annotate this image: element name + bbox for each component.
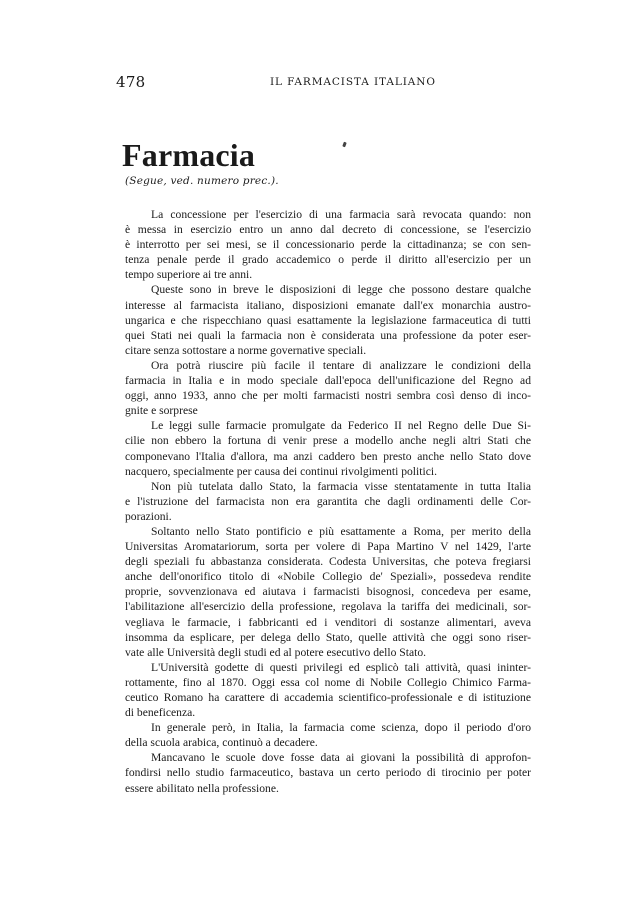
text-line: vate alle Università degli studi ed al potere esecutivo dello Stato.: [125, 645, 427, 659]
text-line: farmacia in Italia e in modo speciale dall'epoca dell'unificazione del Regno ad: [125, 374, 531, 388]
text-line: vegliava le farmacie, i fabbricanti ed i venditori di sostanze alimentari, aveva: [125, 615, 531, 629]
text-line: Ora potrà riuscire più facile il tentare di analizzare le condizioni della: [151, 358, 531, 372]
text-line: Le leggi sulle farmacie promulgate da Federico II nel Regno delle Due Si-: [151, 419, 531, 433]
text-line: quei Stati nei quali la farmacia non è considerata una professione da poter eser-: [125, 328, 531, 342]
article-body: [125, 207, 531, 796]
text-line: interesse al farmacista italiano, disposizioni emanate dall'ex monarchia austro-: [125, 298, 531, 312]
text-line: della scuola arabica, continuò a decadere.: [125, 736, 318, 750]
text-line: insomma da esplicare, per delega dello Stato, quelle attività che oggi sono riser-: [125, 630, 531, 644]
text-line: Non più tutelata dallo Stato, la farmacia visse stentatamente in tutta Italia: [151, 479, 531, 493]
text-line: Universitas Aromatariorum, sorta per volere di Papa Martino V nel 1429, l'arte: [125, 540, 531, 554]
text-line: e l'istruzione del farmacista non era garantita che dagli ordinamenti delle Cor-: [125, 494, 531, 508]
text-line: La concessione per l'esercizio di una farmacia sarà revocata quando: non: [151, 208, 531, 221]
text-line: ungarica e che rispecchiano quasi esattamente la legislazione farmaceutica di tutti: [125, 313, 531, 327]
text-line: gnite e sorprese: [125, 404, 198, 418]
text-line: Queste sono in breve le disposizioni di legge che possono destare qualche: [151, 283, 531, 297]
page-number: 478: [116, 73, 146, 91]
article-subtitle: (Segue, ved. numero prec.).: [125, 175, 279, 187]
article-title: Farmacia: [122, 137, 256, 173]
text-line: fondirsi nello studio farmaceutico, bastava un certo periodo di tirocinio per poter: [125, 766, 531, 780]
text-line: tenza penale perde il grado accademico o perde il diritto all'esercizio per un: [125, 253, 531, 267]
text-line: proprie, sovvenzionava ed aiutava i farmacisti bisognosi, concedeva per esame,: [125, 585, 531, 599]
text-line: l'abilitazione all'esercizio della professione, regolava la tariffa dei medicinali, sor-: [125, 600, 531, 614]
text-line: essere abilitato nella professione.: [125, 781, 279, 795]
text-line: anche dell'onorifico titolo di «Nobile Collegio de' Speziali», possedeva rendite: [125, 570, 531, 584]
text-line: tempo superiore ai tre anni.: [125, 268, 253, 282]
running-title: IL FARMACISTA ITALIANO: [270, 76, 436, 88]
text-line: rottamente, fino al 1870. Oggi essa col nome di Nobile Collegio Chimico Farma-: [125, 675, 531, 689]
text-line: nacquero, specialmente per causa dei continui rivolgimenti politici.: [125, 464, 437, 478]
text-line: oggi, anno 1933, anno che per molti farmacisti nostri sembra così denso di inco-: [125, 389, 531, 403]
text-line: citare senza sottostare a norme governative speciali.: [125, 343, 367, 357]
text-line: ceutico Romano ha carattere di accademia scientifico-professionale e di istituzione: [125, 691, 531, 704]
ink-speck: [342, 142, 347, 148]
text-line: In generale però, in Italia, la farmacia come scienza, dopo il periodo d'oro: [151, 721, 531, 735]
text-line: componevano l'Italia d'allora, ma anzi caddero ben presto anche nello Stato dove: [125, 449, 531, 463]
text-line: di beneficenza.: [125, 706, 196, 720]
text-line: L'Università godette di questi privilegi ed esplicò tali attività, quasi ininter-: [151, 660, 531, 674]
text-line: cilie non ebbero la fortuna di venir prese a modello anche negli altri Stati che: [125, 434, 531, 448]
text-line: degli speziali fu abbastanza considerata. Codesta Universitas, che poteva fregiarsi: [125, 555, 531, 569]
text-line: Mancavano le scuole dove fosse data ai giovani la possibilità di approfon-: [151, 751, 531, 765]
text-line: è messa in esercizio entro un anno dal decreto di concessione, se l'esercizio: [125, 223, 531, 237]
text-line: Soltanto nello Stato pontificio e più esattamente a Roma, per merito della: [151, 524, 531, 538]
text-line: porazioni.: [125, 509, 172, 523]
text-line: è interrotto per sei mesi, se il concessionario perde la cittadinanza; se con sen-: [125, 238, 531, 252]
